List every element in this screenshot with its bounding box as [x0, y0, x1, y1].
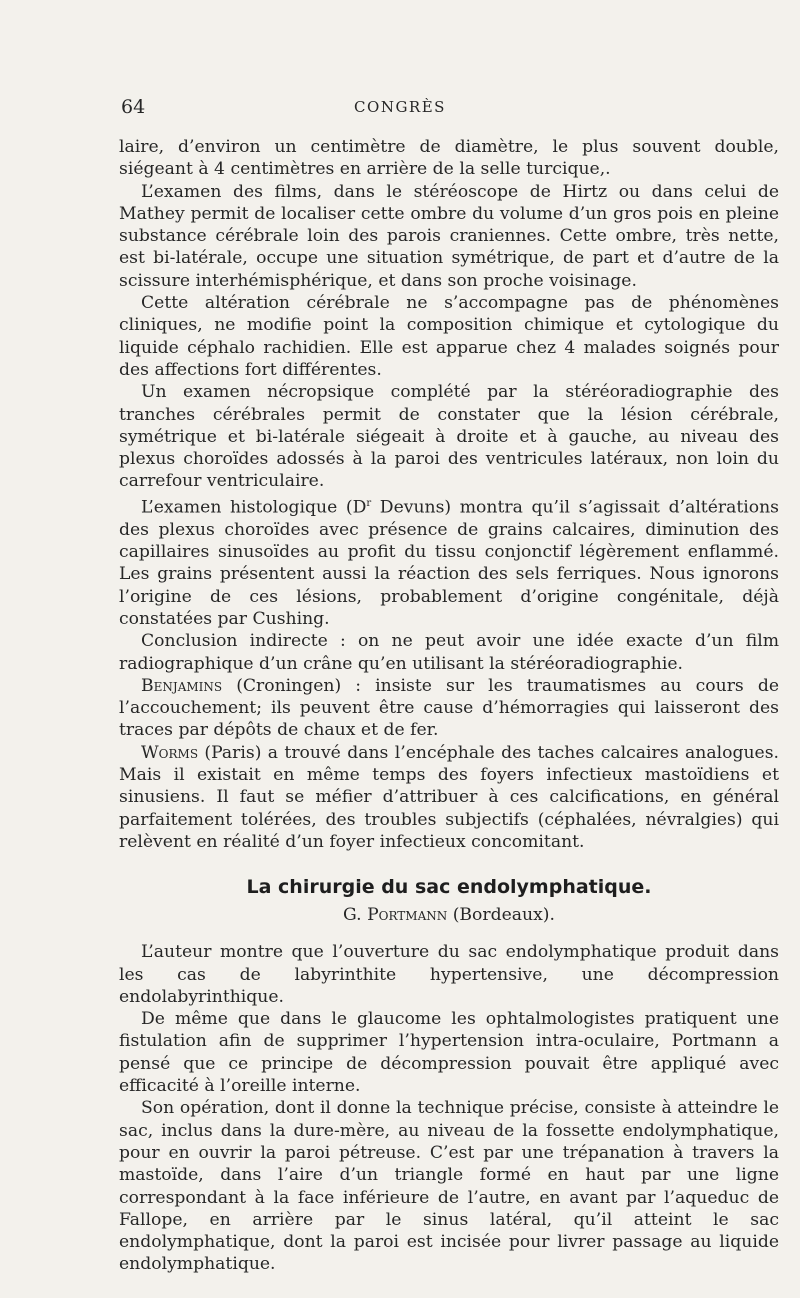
- author-initial: G.: [343, 905, 368, 926]
- paragraph-necropsy: Un examen nécropsique complété par la stéréoradiographie des tranches cérébrales permit de constater que la lésion cérébrale, symétrique et bi-latérale siégeait à droite et à gauche, au niveau des plexus choroïdes adossés à la paroi des ventricules latéraux, non loin du carrefour ventriculaire.: [119, 382, 779, 492]
- page-body: [119, 136, 779, 1276]
- paragraph-author-shows: L’auteur montre que l’ouverture du sac endolymphatique produit dans les cas de labyrinthite hypertensive, une décompression endolabyrinthique.: [119, 942, 779, 1007]
- page-header: [0, 96, 800, 120]
- histology-text-rest: Devuns) montra qu’il s’agissait d’altérations des plexus choroïdes avec présence de grains calcaires, diminution des capillaires sinusoïdes au profit du tissu conjonctif légèrement enflammé. Les grains présentent aussi la réaction des sels ferriques. Nous ignorons l’origine de ces lésions, probablement d’origine congénitale, déjà constatées par Cushing.: [119, 497, 779, 629]
- speaker-name-worms: Worms: [141, 742, 199, 763]
- section-title: La chirurgie du sac endolymphatique.: [246, 876, 652, 899]
- paragraph-glaucoma: De même que dans le glaucome les ophtalmologistes pratiquent une fistulation afin de supprimer l’hypertension intra-oculaire, Portmann a pensé que ce principe de décompression pouvait être appliqué avec efficacité à l’oreille interne.: [119, 1009, 779, 1097]
- paragraph-continued: laire, d’environ un centimètre de diamètre, le plus souvent double, siégeant à 4 centimètres en arrière de la selle turcique,.: [119, 137, 779, 180]
- worms-text: (Paris) a trouvé dans l’encéphale des taches calcaires analogues. Mais il existait en même temps des foyers infectieux mastoïdiens et sinusiens. Il faut se méfier d’attribuer à ces calcifications, en général parfaitement tolérées, des troubles subjectifs (céphalées, névralgies) qui relèvent en réalité d’un foyer infectieux concomitant.: [119, 742, 779, 852]
- paragraph-histology: [119, 493, 779, 631]
- doctor-superscript: r: [366, 497, 372, 509]
- paragraph-alteration: Cette altération cérébrale ne s’accompagne pas de phénomènes cliniques, ne modifie point la composition chimique et cytologique du liquide céphalo rachidien. Elle est apparue chez 4 malades soignés pour des affections fort différentes.: [119, 293, 779, 380]
- benjamins-text: (Croningen) : insiste sur les traumatismes au cours de l’accouchement; ils peuvent être cause d’hémorragies qui laisseront des traces par dépôts de chaux et de fer.: [119, 675, 779, 741]
- page-number: 64: [121, 96, 146, 118]
- speaker-name-benjamins: Benjamins: [141, 675, 223, 696]
- author-name: Portmann: [367, 905, 448, 926]
- histology-text-start: L’examen histologique (D: [141, 497, 367, 518]
- paragraph-worms: [119, 742, 779, 853]
- section-byline: [119, 903, 779, 927]
- paragraph-operation: Son opération, dont il donne la technique précise, consiste à atteindre le sac, inclus dans la dure-mère, au niveau de la fossette endolymphatique, pour en ouvrir la paroi pétreuse. C’est par une trépanation à travers la mastoïde, dans l’aire d’un triangle formé en haut par une ligne correspondant à la face inférieure de l’autre, en avant par l’aqueduc de Fallope, en arrière par le sinus latéral, qu’il atteint le sac endolymphatique, dont la paroi est incisée pour livrer passage au liquide endolymphatique.: [119, 1098, 779, 1275]
- author-place: (Bordeaux).: [447, 905, 555, 926]
- paragraph-stereoscope: L’examen des films, dans le stéréoscope de Hirtz ou dans celui de Mathey permit de localiser cette ombre du volume d’un gros pois en pleine substance cérébrale loin des parois craniennes. Cette ombre, très nette, est bi-latérale, occupe une situation symétrique, de part et d’autre de la scissure interhémisphérique, et dans son proche voisinage.: [119, 181, 779, 291]
- paragraph-benjamins: [119, 675, 779, 742]
- paragraph-conclusion: Conclusion indirecte : on ne peut avoir une idée exacte d’un film radiographique d’un crâne qu’en utilisant la stéréoradiographie.: [119, 631, 779, 674]
- running-title: CONGRÈS: [354, 98, 446, 116]
